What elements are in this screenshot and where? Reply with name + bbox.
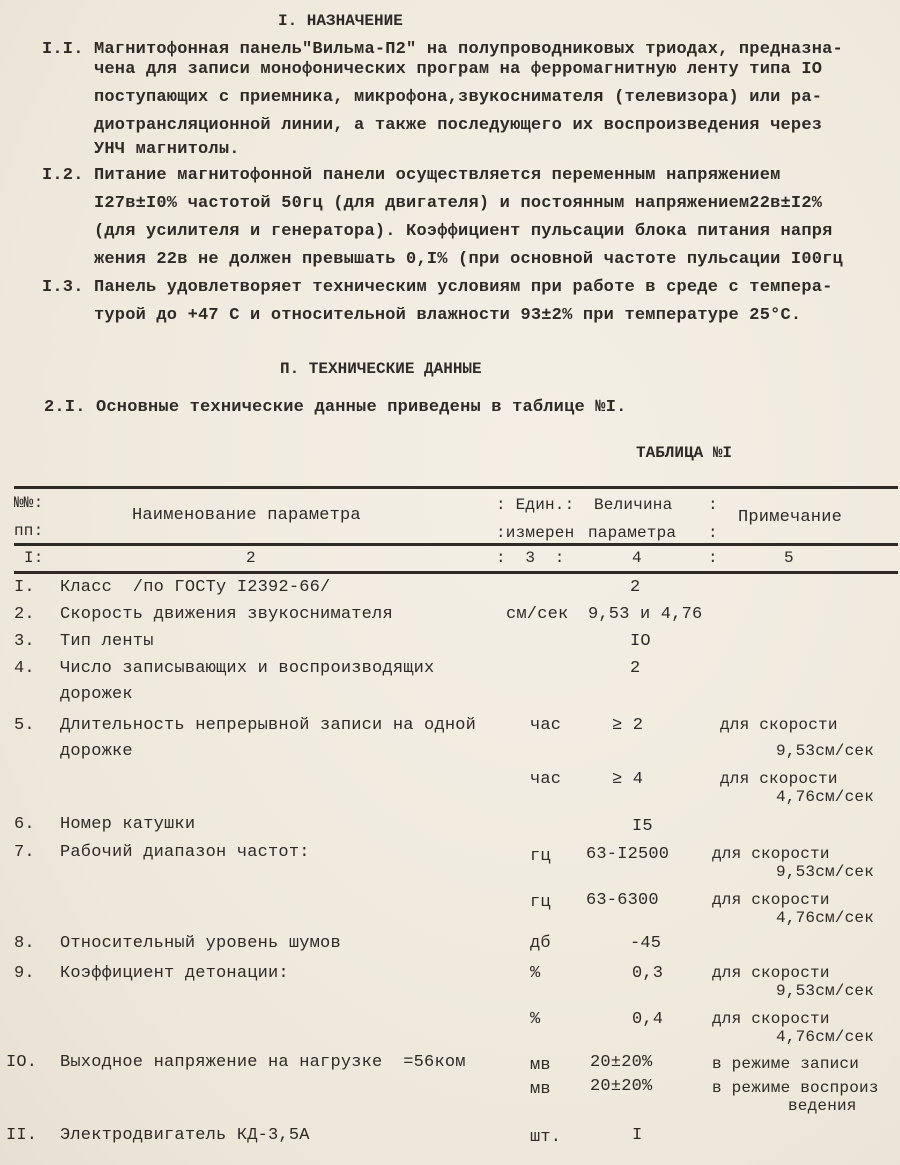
row-value: I5 [632, 817, 653, 836]
row-note-cont: 9,53см/сек [776, 982, 875, 1000]
row-note: для скорости [712, 891, 830, 909]
row-note-cont: 4,76см/сек [776, 788, 875, 806]
row-unit: дб [530, 934, 551, 953]
item-1-3-number: I.3. [42, 278, 84, 297]
row-number: 3. [14, 632, 35, 651]
row-value: 63-6300 [586, 891, 659, 910]
row-name: Выходное напряжение на нагрузке =56ком [60, 1053, 466, 1072]
row-unit: гц [530, 847, 551, 866]
row-note: в режиме воспроиз [712, 1079, 879, 1097]
item-1-2-line: жения 22в не должен превышать 0,I% (при основной частоте пульсации I00гц [94, 250, 843, 269]
row-number: I. [14, 578, 35, 597]
item-1-1-line: диотрансляционной линии, а также последующего их воспроизведения через [94, 116, 823, 135]
section-2-intro: 2.I. Основные технические данные приведены в таблице №I. [44, 398, 627, 417]
table-header-rule [14, 543, 898, 546]
item-1-1-number: I.I. [42, 40, 84, 59]
row-number: 5. [14, 716, 35, 735]
row-unit: мв [530, 1080, 551, 1099]
row-note: для скорости [720, 716, 838, 734]
row-name: Коэффициент детонации: [60, 964, 289, 983]
item-1-3-line: турой до +47 С и относительной влажности 93±2% при температуре 25°С. [94, 306, 802, 325]
row-number: 7. [14, 843, 35, 862]
row-value: -45 [630, 934, 662, 953]
header-col-separator: : [708, 496, 718, 514]
item-1-2-line: (для усилителя и генератора). Коэффициент пульсации блока питания напря [94, 222, 833, 241]
row-name: Скорость движения звукоснимателя [60, 605, 393, 624]
row-name: Тип ленты [60, 632, 154, 651]
section-1-heading: I. НАЗНАЧЕНИЕ [278, 12, 403, 30]
row-number: 8. [14, 934, 35, 953]
row-number: IO. [6, 1053, 38, 1072]
row-name-cont: дорожке [60, 742, 133, 761]
header-col-number-top: №№: [14, 494, 44, 512]
item-1-1-line: поступающих с приемника, микрофона,звукоснимателя (телевизора) или ра- [94, 88, 823, 107]
row-name: Число записывающих и воспроизводящих [60, 659, 435, 678]
header-col-name: Наименование параметра [132, 506, 361, 525]
row-value: 0,3 [632, 964, 664, 983]
row-number: II. [6, 1126, 38, 1145]
item-1-2-line: I27в±I0% частотой 50гц (для двигателя) и постоянным напряжением22в±I2% [94, 194, 823, 213]
header-col-unit-bottom: :измерен [496, 524, 575, 542]
item-1-1-line: Магнитофонная панель"Вильма-П2" на полупроводниковых триодах, предназна- [94, 40, 843, 59]
item-1-1-line: чена для записи монофонических програм на ферромагнитную ленту типа IO [94, 60, 823, 79]
row-name: Относительный уровень шумов [60, 934, 341, 953]
row-value: ≥ 2 [612, 716, 644, 735]
row-name: Класс /по ГОСТу I2392-66/ [60, 578, 331, 597]
colnum-2: 2 [246, 549, 256, 567]
row-value: IO [630, 632, 651, 651]
row-unit: см/сек [506, 605, 569, 624]
row-unit: % [530, 1010, 541, 1029]
section-2-heading: П. ТЕХНИЧЕСКИЕ ДАННЫЕ [280, 360, 482, 378]
row-note-cont: 9,53см/сек [776, 742, 875, 760]
row-unit: гц [530, 893, 551, 912]
row-unit: час [530, 716, 562, 735]
row-number: 4. [14, 659, 35, 678]
table-top-rule [14, 486, 898, 489]
item-1-1-line: УНЧ магнитолы. [94, 140, 240, 159]
row-note: в режиме записи [712, 1055, 860, 1073]
row-number: 6. [14, 815, 35, 834]
row-name: Рабочий диапазон частот: [60, 843, 310, 862]
header-col-separator: : [708, 524, 718, 542]
colnum-separator: : [708, 549, 718, 567]
row-name-cont: дорожек [60, 685, 133, 704]
row-value: 20±20% [590, 1053, 653, 1072]
table-caption: ТАБЛИЦА №I [636, 444, 733, 462]
row-value: 2 [630, 659, 641, 678]
header-col-note: Примечание [738, 508, 843, 527]
colnum-4: 4 [632, 549, 642, 567]
row-note-cont: ведения [788, 1097, 857, 1115]
row-unit: час [530, 770, 562, 789]
row-name: Длительность непрерывной записи на одной [60, 716, 477, 735]
row-name: Электродвигатель КД-3,5А [60, 1126, 310, 1145]
row-value: 63-I2500 [586, 845, 670, 864]
row-note: для скорости [712, 845, 830, 863]
row-note-cont: 9,53см/сек [776, 863, 875, 881]
row-note: для скорости [712, 964, 830, 982]
row-value: 2 [630, 578, 641, 597]
row-value: ≥ 4 [612, 770, 644, 789]
table-numbering-rule [14, 571, 898, 574]
item-1-2-line: Питание магнитофонной панели осуществляется переменным напряжением [94, 166, 781, 185]
row-note: для скорости [712, 1010, 830, 1028]
row-value: 9,53 и 4,76 [588, 605, 703, 624]
row-note-cont: 4,76см/сек [776, 909, 875, 927]
header-col-unit-top: : Един.: [496, 496, 575, 514]
header-col-value-top: Величина [594, 496, 673, 514]
colnum-3: : 3 : [496, 549, 565, 567]
row-name: Номер катушки [60, 815, 196, 834]
colnum-1: I: [24, 549, 44, 567]
colnum-5: 5 [784, 549, 794, 567]
row-unit: мв [530, 1056, 551, 1075]
row-note-cont: 4,76см/сек [776, 1028, 875, 1046]
row-unit: % [530, 964, 541, 983]
row-number: 9. [14, 964, 35, 983]
header-col-value-bottom: параметра [588, 524, 677, 542]
item-1-3-line: Панель удовлетворяет техническим условиям при работе в среде с темпера- [94, 278, 833, 297]
row-value: 0,4 [632, 1010, 664, 1029]
row-value: 20±20% [590, 1077, 653, 1096]
header-col-number-bottom: пп: [14, 522, 44, 540]
row-unit: шт. [530, 1128, 562, 1147]
row-value: I [632, 1126, 643, 1145]
item-1-2-number: I.2. [42, 166, 84, 185]
row-number: 2. [14, 605, 35, 624]
row-note: для скорости [720, 770, 838, 788]
